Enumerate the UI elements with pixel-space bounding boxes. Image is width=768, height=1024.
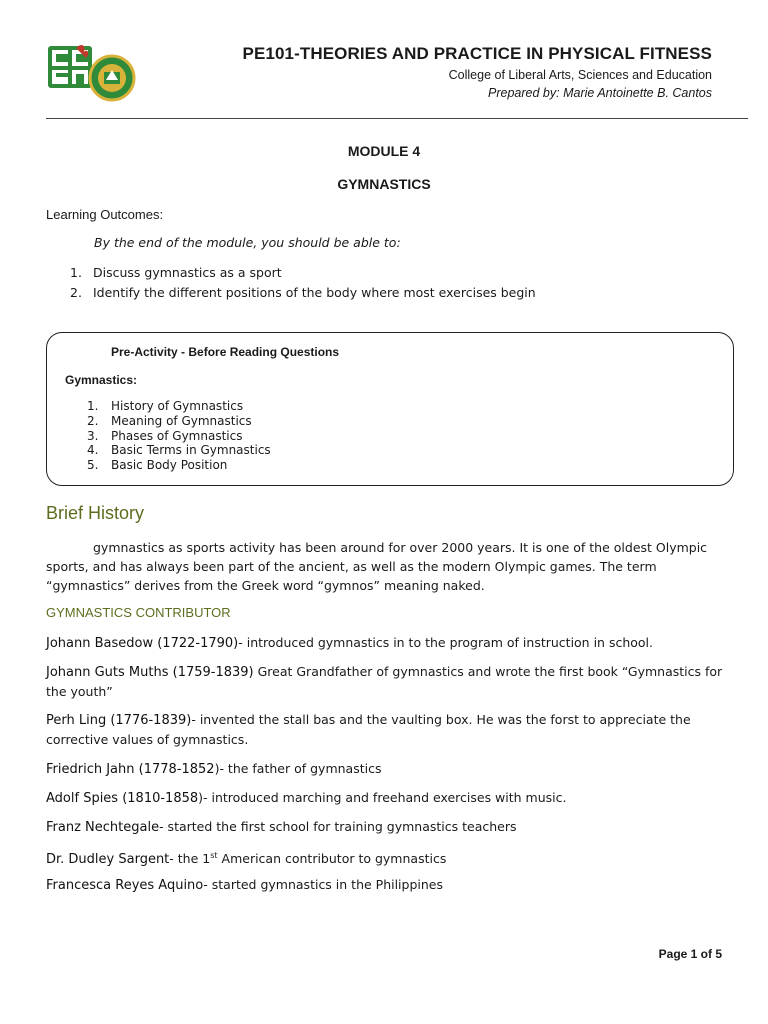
list-item: 5. Basic Body Position	[87, 458, 228, 473]
list-item: 3. Phases of Gymnastics	[87, 428, 243, 443]
contributors-heading: GYMNASTICS CONTRIBUTOR	[46, 605, 231, 620]
brief-history-heading: Brief History	[46, 503, 145, 523]
contributor-entry: Francesca Reyes Aquino- started gymnastics in the Philippines	[46, 877, 443, 893]
college-name: College of Liberal Arts, Sciences and Education	[448, 68, 712, 82]
prepared-by: Prepared by: Marie Antoinette B. Cantos	[488, 86, 712, 100]
contributor-entry: Johann Basedow (1722-1790)- introduced gymnastics in to the program of instruction in school.	[46, 635, 653, 651]
contributor-entry: Adolf Spies (1810-1858)- introduced marching and freehand exercises with music.	[46, 790, 567, 806]
list-item: 2. Identify the different positions of the body where most exercises begin	[70, 285, 536, 300]
header-divider	[46, 118, 748, 119]
list-item: 1. Discuss gymnastics as a sport	[70, 265, 282, 280]
module-topic: GYMNASTICS	[337, 176, 431, 192]
learning-outcomes-intro: By the end of the module, you should be able to:	[94, 235, 401, 250]
course-title: PE101-THEORIES AND PRACTICE IN PHYSICAL FITNESS	[242, 44, 712, 63]
contributor-entry: Dr. Dudley Sargent- the 1st American contributor to gymnastics	[46, 851, 447, 868]
learning-outcomes-list	[70, 263, 536, 303]
pre-activity-subtitle: Gymnastics:	[65, 373, 138, 387]
module-number: MODULE 4	[347, 143, 421, 159]
contributor-entry: Franz Nechtegale- started the first school for training gymnastics teachers	[46, 819, 517, 835]
list-item: 4. Basic Terms in Gymnastics	[87, 443, 271, 458]
contributor-entry: Perh Ling (1776-1839)- invented the stall bas and the vaulting box. He was the forst to appreciate the corrective values of gymnastics.	[46, 712, 691, 747]
contributor-entry: Johann Guts Muths (1759-1839) Great Grandfather of gymnastics and wrote the first book “Gymnastics for the youth”	[46, 664, 723, 699]
pre-activity-list	[87, 399, 271, 473]
list-item: 2. Meaning of Gymnastics	[87, 413, 252, 428]
history-paragraph: gymnastics as sports activity has been around for over 2000 years. It is one of the oldest Olympic sports, and has always been part of the ancient, as well as the modern Olympic games. The term “gymnastics” derives from the Greek word “gymnos” meaning naked.	[46, 540, 708, 593]
learning-outcomes-title: Learning Outcomes:	[46, 207, 164, 222]
pre-activity-title: Pre-Activity - Before Reading Questions	[111, 345, 340, 359]
pre-activity-box	[46, 332, 734, 486]
list-item: 1. History of Gymnastics	[87, 399, 244, 413]
page-number: Page 1 of 5	[658, 947, 722, 961]
college-logo	[46, 42, 138, 104]
contributor-entry: Friedrich Jahn (1778-1852)- the father of gymnastics	[46, 761, 382, 777]
